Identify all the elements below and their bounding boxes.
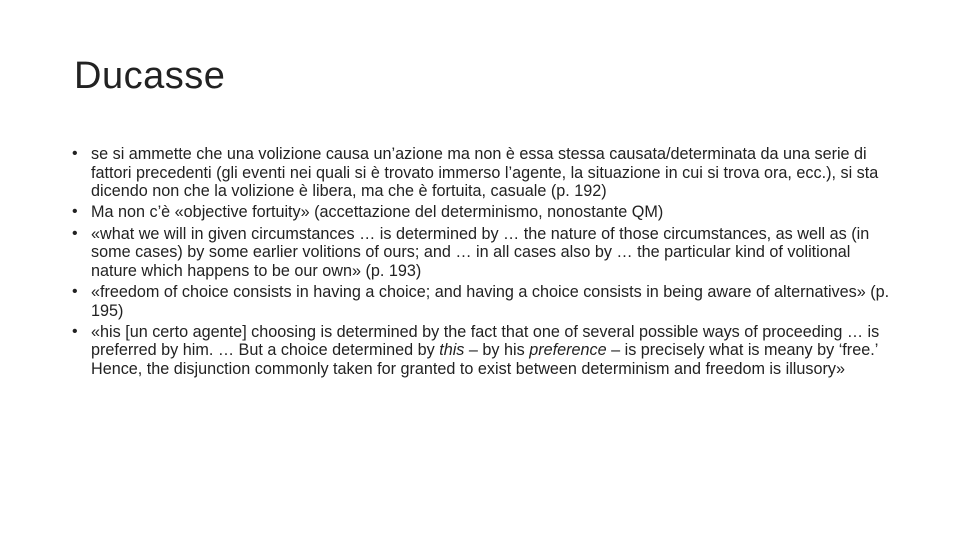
bullet-marker: • (72, 224, 78, 242)
bullet-text-italic: preference (529, 341, 607, 360)
bullet-marker: • (72, 282, 78, 300)
bullet-list (72, 145, 892, 381)
bullet-text: «what we will in given circumstances … is determined by … the nature of those circumstances, as well as (in some cases) by some earlier volitions of ours; and … in all cases also by … the particular kind of volitional nature which happens to be our own» (p. 193) (91, 224, 870, 280)
bullet-item (72, 203, 892, 222)
bullet-text: se si ammette che una volizione causa un’azione ma non è essa stessa causata/determinata da una serie di fattori precedenti (gli eventi nei quali si è trovato immerso l’agente, la situazione in cui si trova ora, ecc.), si sta dicendo non che la volizione è libera, ma che è fortuita, casuale (p. 192) (91, 145, 879, 201)
bullet-item (72, 283, 892, 320)
bullet-marker: • (72, 322, 78, 340)
slide-title: Ducasse (74, 55, 226, 97)
bullet-item (72, 225, 892, 281)
bullet-text: «his [un certo agente] choosing is determined by the fact that one of several possible ways of proceeding … is preferred by him. … But a choice determined by (91, 322, 880, 360)
bullet-item (72, 323, 892, 379)
bullet-text: Ma non c’è «objective fortuity» (accettazione del determinismo, nonostante QM) (91, 203, 664, 222)
bullet-marker: • (72, 203, 78, 221)
bullet-marker: • (72, 145, 78, 162)
bullet-text-italic: this (439, 341, 465, 360)
bullet-text: «freedom of choice consists in having a choice; and having a choice consists in being aware of alternatives» (p. 195) (91, 282, 890, 320)
bullet-item (72, 145, 892, 201)
bullet-text: – by his (464, 341, 530, 360)
bullet-text: – is precisely what is meany by ‘free.’ Hence, the disjunction commonly taken for granted to exist between determinism and freedom is illusory» (91, 341, 878, 378)
